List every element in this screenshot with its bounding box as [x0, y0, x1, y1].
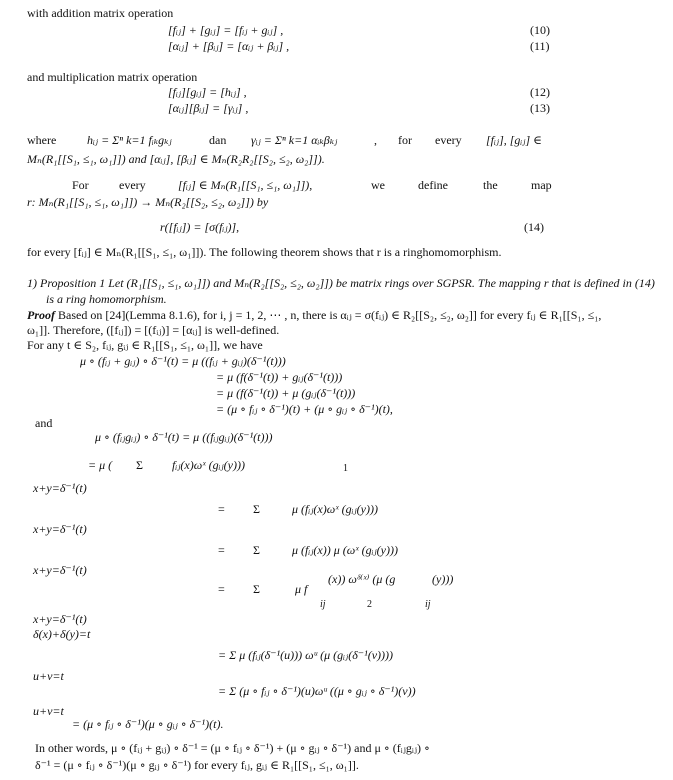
- proof-line-1: [27, 308, 601, 322]
- product-equation-4-rhs: μ (fᵢⱼ(x)) μ (ωˣ (gᵢⱼ(y))): [292, 543, 398, 557]
- subscript-uv-1: u+v=t: [33, 669, 64, 683]
- sigma-1: Σ: [136, 458, 143, 472]
- sigma-2: Σ: [253, 502, 260, 516]
- equation-12: [fᵢⱼ][gᵢⱼ] = [hᵢⱼ] ,: [168, 85, 247, 99]
- product-equation-1: μ ∘ (fᵢⱼgᵢⱼ) ∘ δ⁻¹(t) = μ ((fᵢⱼgᵢⱼ)(δ⁻¹(t))): [95, 430, 273, 444]
- map-word: map: [531, 178, 552, 192]
- subscript-delta: δ(x)+δ(y)=t: [33, 627, 91, 641]
- define-set: [fᵢⱼ] ∈ Mₙ(R₁[[S₁, ≤₁, ω₁]]),: [178, 178, 313, 192]
- dan-word: dan: [209, 133, 227, 147]
- conclusion-line-2: δ⁻¹ = (μ ∘ fᵢⱼ ∘ δ⁻¹)(μ ∘ gᵢⱼ ∘ δ⁻¹) for every fᵢⱼ, gᵢⱼ ∈ R₁[[S₁, ≤₁, ω₁]].: [35, 758, 359, 772]
- product-equation-5-top: (x)) ωᵟ⁽ˣ⁾ (μ (g: [328, 572, 396, 586]
- define-word: define: [418, 178, 448, 192]
- theorem-intro: for every [fᵢⱼ] ∈ Mₙ(R₁[[S₁, ≤₁, ω₁]]). The following theorem shows that r is a ringhomomorphism.: [27, 245, 502, 259]
- subscript-xy-4: x+y=δ⁻¹(t): [33, 612, 87, 626]
- equation-11-number: (11): [530, 39, 550, 53]
- subscript-xy-2: x+y=δ⁻¹(t): [33, 522, 87, 536]
- eq-sign-4: =: [218, 543, 225, 557]
- equation-13-number: (13): [530, 101, 550, 115]
- product-equation-7: = Σ (μ ∘ fᵢⱼ ∘ δ⁻¹)(u)ωᵘ ((μ ∘ gᵢⱼ ∘ δ⁻¹)(v)): [218, 684, 416, 698]
- where-tail: [fᵢⱼ], [gᵢⱼ] ∈: [486, 133, 543, 147]
- proof-line-2: ω₁]]. Therefore, ([fᵢⱼ]) = [(fᵢⱼ)] = [αᵢⱼ] is well-defined.: [27, 323, 280, 337]
- h-definition: hᵢⱼ = Σⁿ k=1 fᵢₖgₖⱼ: [87, 133, 172, 147]
- sum-equation-2: = μ (f(δ⁻¹(t)) + gᵢⱼ(δ⁻¹(t))): [216, 370, 343, 384]
- product-equation-5-mu: μ f: [295, 582, 308, 596]
- equation-14: r([fᵢⱼ]) = [σ(fᵢⱼ)],: [160, 220, 240, 234]
- and-word: and: [35, 416, 53, 430]
- subscript-xy-3: x+y=δ⁻¹(t): [33, 563, 87, 577]
- equation-10-number: (10): [530, 23, 550, 37]
- subscript-uv-2: u+v=t: [33, 704, 64, 718]
- product-equation-6: = Σ μ (fᵢⱼ(δ⁻¹(u))) ωᵘ (μ (gᵢⱼ(δ⁻¹(v)))): [218, 648, 394, 662]
- equation-10: [fᵢⱼ] + [gᵢⱼ] = [fᵢⱼ + gᵢⱼ] ,: [168, 23, 284, 37]
- eq-sign-5: =: [218, 582, 225, 596]
- sum-equation-4: = (μ ∘ fᵢⱼ ∘ δ⁻¹)(t) + (μ ∘ gᵢⱼ ∘ δ⁻¹)(t),: [216, 402, 393, 416]
- define-line-2: r: Mₙ(R₁[[S₁, ≤₁, ω₁]]) → Mₙ(R₂[[S₂, ≤₂, ω₂]]) by: [27, 195, 269, 209]
- where-line-2: Mₙ(R₁[[S₁, ≤₁, ω₁]]) and [αᵢⱼ], [βᵢⱼ] ∈ Mₙ(R₂R₂[[S₂, ≤₂, ω₂]]).: [27, 152, 325, 166]
- proposition-line-1: 1) Proposition 1 Let (R₁[[S₁, ≤₁, ω₁]]) and Mₙ(R₂[[S₂, ≤₂, ω₂]]) be matrix rings over SGPSR. The mapping r that is defined in (14): [27, 276, 655, 290]
- intro-multiplication: and multiplication matrix operation: [27, 70, 198, 84]
- conclusion-line-1: In other words, μ ∘ (fᵢⱼ + gᵢⱼ) ∘ δ⁻¹ = (μ ∘ fᵢⱼ ∘ δ⁻¹) + (μ ∘ gᵢⱼ ∘ δ⁻¹) and μ ∘ (fᵢⱼgᵢⱼ) ∘: [35, 741, 430, 755]
- equation-12-number: (12): [530, 85, 550, 99]
- product-equation-2-rhs: fᵢⱼ(x)ωˣ (gᵢⱼ(y))): [172, 458, 245, 472]
- product-equation-5-two: 2: [367, 599, 372, 610]
- product-equation-5-ij2: ij: [425, 599, 431, 610]
- we-word: we: [371, 178, 385, 192]
- subscript-xy-1: x+y=δ⁻¹(t): [33, 481, 87, 495]
- for-word-2: For: [72, 178, 89, 192]
- sum-equation-1: μ ∘ (fᵢⱼ + gᵢⱼ) ∘ δ⁻¹(t) = μ ((fᵢⱼ + gᵢⱼ)(δ⁻¹(t))): [80, 354, 286, 368]
- proof-label: Proof: [27, 308, 55, 322]
- every-word-2: every: [119, 178, 146, 192]
- the-word: the: [483, 178, 498, 192]
- gamma-definition: γᵢⱼ = Σⁿ k=1 αᵢₖβₖⱼ: [251, 133, 338, 147]
- proposition-line-2: is a ring homomorphism.: [46, 292, 167, 306]
- product-equation-5-ij: ij: [320, 599, 326, 610]
- equation-13: [αᵢⱼ][βᵢⱼ] = [γᵢⱼ] ,: [168, 101, 249, 115]
- proof-line-1-text: Based on [24](Lemma 8.1.6), for i, j = 1, 2, ⋯ , n, there is αᵢⱼ = σ(fᵢⱼ) ∈ R₂[[S₂, ≤₂, ω₂]] for every fᵢⱼ ∈ R₁[[S₁, ≤₁,: [55, 308, 602, 322]
- sigma-4: Σ: [253, 582, 260, 596]
- equation-14-number: (14): [524, 220, 544, 234]
- equation-11: [αᵢⱼ] + [βᵢⱼ] = [αᵢⱼ + βᵢⱼ] ,: [168, 39, 290, 53]
- eq-sign-3: =: [218, 502, 225, 516]
- footnote-mark: 1: [343, 463, 348, 474]
- where-word: where: [27, 133, 57, 147]
- intro-addition: with addition matrix operation: [27, 6, 174, 20]
- sum-equation-3: = μ (f(δ⁻¹(t)) + μ (gᵢⱼ(δ⁻¹(t))): [216, 386, 356, 400]
- where-comma: ,: [374, 133, 377, 147]
- sigma-3: Σ: [253, 543, 260, 557]
- product-equation-3-rhs: μ (fᵢⱼ(x)ωˣ (gᵢⱼ(y))): [292, 502, 378, 516]
- product-equation-8: = (μ ∘ fᵢⱼ ∘ δ⁻¹)(μ ∘ gᵢⱼ ∘ δ⁻¹)(t).: [72, 717, 224, 731]
- every-word: every: [435, 133, 462, 147]
- product-equation-5-top-end: (y))): [432, 572, 454, 586]
- proof-line-3: For any t ∈ S₂, fᵢⱼ, gᵢⱼ ∈ R₁[[S₁, ≤₁, ω₁]], we have: [27, 338, 263, 352]
- for-word: for: [398, 133, 412, 147]
- product-equation-2-lhs: = μ (: [88, 458, 113, 472]
